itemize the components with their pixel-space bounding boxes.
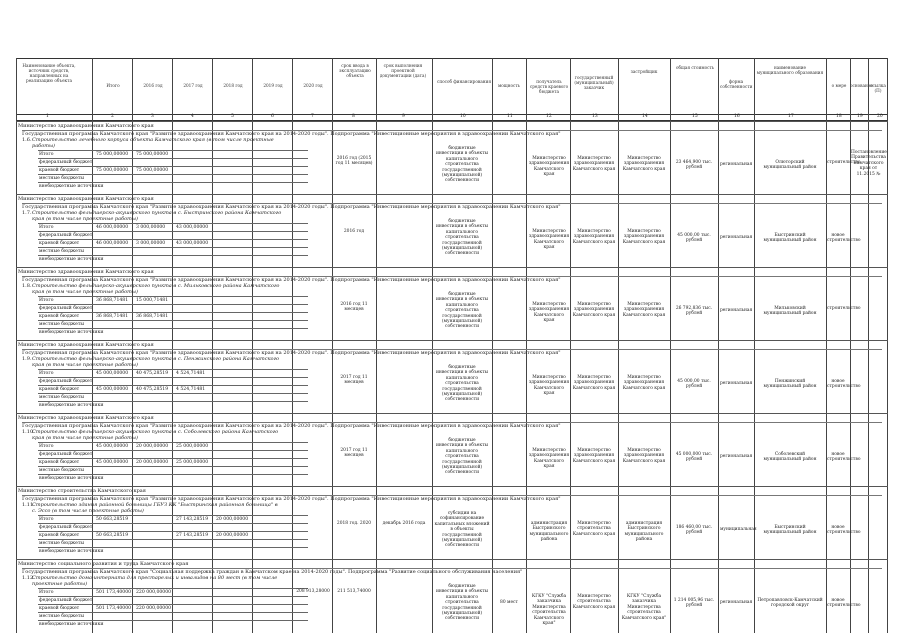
source-label: Итого: [39, 225, 54, 230]
amount-cell: 27 143,28519: [176, 533, 209, 538]
source-label: внебюджетные источники: [39, 622, 104, 627]
section-block: [16, 413, 888, 487]
amount-cell: 220 000,00000: [136, 606, 172, 611]
deadline-text: 2016 год (2015 год 11 месяцев): [335, 156, 373, 167]
customer-text: Министерство здравоохранения Камчатского края: [572, 448, 616, 464]
ministry-title: Министерство здравоохранения Камчатского края: [18, 342, 154, 348]
item-name: Строительство фельдшерско-акушерского пункта в с. Пенжинского района Камчатского края (в том числе проектные работы): [32, 356, 280, 368]
amount-cell: 501 173,40000: [96, 590, 132, 595]
builder-text: Министерство здравоохранения Камчатского края: [622, 156, 666, 172]
item-name: Строительство фельдшерско-акушерского пункта в с. Быстринского района Камчатского края (в том числе проектные работы): [32, 210, 282, 222]
source-label: местные бюджеты: [39, 322, 85, 327]
source-label: федеральный бюджет: [39, 233, 93, 238]
measure-text: новое строительство: [827, 233, 861, 244]
amount-cell: 3 000,00000: [136, 225, 166, 230]
source-label: внебюджетные источники: [39, 330, 104, 335]
column-number: 4: [191, 114, 194, 119]
amount-cell: 46 000,00000: [96, 225, 129, 230]
form-text: региональная: [720, 162, 753, 167]
table-row: [38, 547, 308, 556]
source-label: краевой бюджет: [39, 241, 80, 246]
builder-text: Министерство здравоохранения Камчатского края: [622, 229, 666, 245]
form-text: муниципальная: [720, 527, 757, 532]
amount-cell: 75 000,00000: [96, 152, 129, 157]
customer-text: Министерство здравоохранения Камчатского края: [572, 302, 616, 318]
table-row: [38, 401, 308, 410]
source-label: внебюджетные источники: [39, 184, 104, 189]
measure-text: новое строительство: [827, 598, 861, 609]
table-row: [38, 328, 308, 337]
item-index: 1.11.: [22, 502, 35, 508]
municipality-text: Петропавловск-Камчатский городской округ: [757, 598, 823, 609]
amount-cell: 36 868,71481: [136, 314, 169, 319]
item-index: 1.10.: [22, 429, 35, 435]
measure-text: новое строительство: [827, 452, 861, 463]
finance-text: бюджетные инвестиции в объекты капитального строительства государственной (муниципальной) собственности: [435, 292, 489, 330]
column-number: 15: [692, 114, 698, 119]
finance-text: бюджетные инвестиции в объекты капитального строительства государственной (муниципальной) собственности: [435, 438, 489, 476]
amount-cell: 20 000,00000: [136, 460, 169, 465]
source-label: федеральный бюджет: [39, 525, 93, 530]
recipient-text: Министерство здравоохранения Камчатского края: [528, 156, 570, 178]
ministry-title: Министерство здравоохранения Камчатского края: [18, 269, 154, 275]
source-label: местные бюджеты: [39, 541, 85, 546]
amount-cell: 501 173,40000: [96, 606, 132, 611]
amount-cell: 40 475,28519: [136, 387, 169, 392]
source-label: федеральный бюджет: [39, 379, 93, 384]
deadline-text: 2017 год 11 месяцев: [340, 448, 368, 459]
column-number: 5: [231, 114, 234, 119]
basis-text: Постановление Правительства Камчатского края от 11.2015 №: [851, 150, 887, 177]
amount-cell: 45 000,00000: [96, 444, 129, 449]
source-label: местные бюджеты: [39, 468, 85, 473]
source-label: федеральный бюджет: [39, 452, 93, 457]
section-block: [16, 559, 888, 633]
item-index: 1.6.: [22, 137, 32, 143]
header-2020: 2020 год: [303, 83, 323, 88]
customer-text: Министерство здравоохранения Камчатского края: [572, 375, 616, 391]
amount-cell: 46 000,00000: [96, 241, 129, 246]
ministry-title: Министерство здравоохранения Камчатского края: [18, 415, 154, 421]
column-number: 19: [857, 114, 863, 119]
deadline-text: 2017 год 11 месяцев: [340, 375, 368, 386]
program-title: Государственная программа Камчатского края "Развитие здравоохранения Камчатского края на 2014-2020 годы". Подпрограмма "Инвестиционные мероприятия в здравоохранении Камчатского края": [22, 130, 882, 137]
finance-text: бюджетные инвестиции в объекты капитального строительства государственной (муниципальной) собственности: [435, 584, 489, 622]
builder-text: администрация Быстринского муниципального района: [624, 521, 664, 543]
column-number: 11: [507, 114, 513, 119]
column-numbers-row: [16, 113, 888, 121]
finance-text: бюджетные инвестиции в объекты капитального строительства государственной (муниципальной) собственности: [435, 219, 489, 257]
builder-text: Министерство здравоохранения Камчатского края: [622, 375, 666, 391]
column-number: 6: [271, 114, 274, 119]
amount-cell: 36 868,71481: [96, 298, 129, 303]
measure-text: новое строительство: [827, 379, 861, 390]
amount-cell: 75 000,00000: [136, 152, 169, 157]
customer-text: Министерство здравоохранения Камчатского края: [572, 229, 616, 245]
amount-cell: 45 000,00000: [96, 460, 129, 465]
item-index: 1.8.: [22, 283, 32, 289]
header-deadline: срок ввода в эксплуатацию объекта: [339, 63, 371, 78]
amount-cell: 43 000,00000: [176, 225, 209, 230]
header-mo: наименование муниципального образования: [756, 65, 824, 75]
header-measure: о мере: [831, 83, 847, 88]
table-row: [38, 474, 308, 483]
builder-text: Министерство здравоохранения Камчатского края: [622, 448, 666, 464]
amount-cell: 4 524,71481: [176, 371, 206, 376]
table-row: [38, 182, 308, 191]
source-label: краевой бюджет: [39, 168, 80, 173]
column-number: 18: [836, 114, 842, 119]
column-number: 20: [877, 114, 883, 119]
amount-cell: 20 000,00000: [216, 533, 249, 538]
source-label: краевой бюджет: [39, 460, 80, 465]
header-ref: ссылка (П): [870, 83, 886, 93]
municipality-text: Соболевский муниципальный район: [763, 452, 817, 463]
recipient-text: администрация Быстринского муниципального района: [529, 521, 569, 543]
cost-text: 1 214 005,96 тыс. рублей: [673, 598, 715, 609]
deadline-text: 2016 год 11 месяцев: [340, 302, 368, 313]
header-cost: общая стоимость: [675, 65, 715, 70]
recipient-text: Министерство здравоохранения Камчатского края: [528, 302, 570, 324]
customer-text: Министерство здравоохранения Камчатского края: [572, 156, 616, 172]
source-label: Итого: [39, 298, 54, 303]
table-row: [38, 255, 308, 264]
header-basis: основание: [850, 83, 874, 88]
amount-cell: 75 000,00000: [96, 168, 129, 173]
table-header: [16, 58, 888, 115]
source-label: местные бюджеты: [39, 249, 85, 254]
header-finance: способ финансирования: [437, 79, 491, 84]
header-form: форма собственности: [720, 79, 753, 89]
column-number: 3: [151, 114, 154, 119]
source-label: местные бюджеты: [39, 395, 85, 400]
source-label: краевой бюджет: [39, 533, 80, 538]
capacity-text: 80 мест: [500, 600, 518, 605]
header-customer: государственный (муниципальный) заказчик: [574, 75, 614, 90]
amount-cell: 4 524,71481: [176, 387, 206, 392]
amount-cell: 25 000,00000: [176, 444, 209, 449]
column-number: 8: [352, 114, 355, 119]
source-label: местные бюджеты: [39, 176, 85, 181]
form-text: региональная: [720, 454, 753, 459]
municipality-text: Быстринский муниципальный район: [763, 233, 817, 244]
form-text: региональная: [720, 308, 753, 313]
item-name: Строительство здания районной больницы ГБУЗ КК "Быстринская районная больница" в с. Эссо (в том числе проектные работы): [32, 502, 278, 514]
measure-text: строительство: [827, 160, 861, 165]
item-name: Строительство фельдшерско-акушерского пункта в с. Мильковского района Камчатского края (в том числе проектные работы): [32, 283, 280, 295]
cost-text: 45 000,00 тыс. рублей: [677, 379, 711, 390]
section-block: [16, 486, 888, 560]
header-builder: застройщик: [630, 69, 658, 74]
deadline2-text: декабрь 2016 года: [382, 521, 426, 526]
program-title: Государственная программа Камчатского края "Развитие здравоохранения Камчатского края на 2014-2020 годы". Подпрограмма "Инвестиционные мероприятия в здравоохранении Камчатского края": [22, 495, 882, 502]
source-label: Итого: [39, 590, 54, 595]
deadline-text: 2016 год: [343, 229, 365, 234]
column-number: 14: [642, 114, 648, 119]
municipality-text: Мильковский муниципальный район: [763, 306, 817, 317]
ministry-title: Министерство здравоохранения Камчатского края: [18, 123, 154, 129]
source-label: краевой бюджет: [39, 606, 80, 611]
section-block: [16, 121, 888, 195]
ministry-title: Министерство строительства Камчатского края: [18, 488, 146, 494]
amount-2020: 211 513,74000: [337, 589, 371, 594]
column-number: 9: [402, 114, 405, 119]
column-number: 1: [46, 114, 49, 119]
source-label: внебюджетные источники: [39, 403, 104, 408]
amount-cell: 27 143,28519: [176, 517, 209, 522]
source-label: Итого: [39, 152, 54, 157]
finance-text: субсидии на софинансирование капитальных вложений в объекты государственной (муниципальной) собственности: [434, 511, 490, 549]
customer-text: Министерство строительства Камчатского края: [572, 594, 616, 610]
measure-text: строительство: [827, 306, 861, 311]
column-number: 13: [592, 114, 598, 119]
customer-text: Министерство строительства Камчатского края: [572, 521, 616, 537]
amount-cell: 15 000,71481: [136, 298, 169, 303]
amount-cell: 40 475,28519: [136, 371, 169, 376]
amount-cell: 20 000,00000: [216, 517, 249, 522]
cost-text: 45 000,00 тыс. рублей: [677, 233, 711, 244]
source-label: Итого: [39, 517, 54, 522]
source-label: внебюджетные источники: [39, 257, 104, 262]
cost-text: 23 464,900 тыс. рублей: [675, 160, 713, 171]
amount-cell: 25 000,00000: [176, 460, 209, 465]
builder-text: Министерство здравоохранения Камчатского края: [622, 302, 666, 318]
item-index: 1.12.: [22, 575, 35, 581]
form-text: региональная: [720, 235, 753, 240]
header-project-docs: срок выполнения проектной документации (дата): [379, 63, 427, 78]
amount-cell: 45 000,00000: [96, 371, 129, 376]
amount-cell: 20 000,00000: [136, 444, 169, 449]
municipality-text: Быстринский муниципальный район: [763, 525, 817, 536]
recipient-text: Министерство здравоохранения Камчатского края: [528, 229, 570, 251]
amount-cell: 36 868,71481: [96, 314, 129, 319]
source-label: федеральный бюджет: [39, 598, 93, 603]
item-name: Строительство фельдшерско-акушерского пункта в с. Соболевского района Камчатского края (в том числе проектные работы): [32, 429, 279, 441]
program-title: Государственная программа Камчатского края "Развитие здравоохранения Камчатского края на 2014-2020 годы". Подпрограмма "Инвестиционные мероприятия в здравоохранении Камчатского края": [22, 349, 882, 356]
amount-cell: 220 000,00000: [136, 590, 172, 595]
recipient-text: Министерство здравоохранения Камчатского края: [528, 375, 570, 397]
column-number: 2: [111, 114, 114, 119]
header-2019: 2019 год: [263, 83, 283, 88]
amount-cell: 45 000,00000: [96, 387, 129, 392]
builder-text: КГКУ "Служба заказчика Министерства строительства Камчатского края": [621, 594, 667, 621]
form-text: региональная: [720, 381, 753, 386]
source-label: краевой бюджет: [39, 314, 80, 319]
item-name: Строительство лечебного корпуса объекта Камчатского края (в том числе проектные работы): [32, 137, 274, 149]
cost-text: 26 792,836 тыс. рублей: [675, 306, 713, 317]
source-label: Итого: [39, 444, 54, 449]
header-name: Наименование объекта, источник средств, направленных на реализацию объекта: [22, 63, 76, 83]
municipality-text: Пенжинский муниципальный район: [763, 379, 817, 390]
amount-2019: 208 913,28000: [296, 589, 330, 594]
program-title: Государственная программа Камчатского края "Развитие здравоохранения Камчатского края на 2014-2020 годы". Подпрограмма "Инвестиционные мероприятия в здравоохранении Камчатского края": [22, 422, 882, 429]
table-row: [38, 620, 308, 629]
section-block: [16, 267, 888, 341]
amount-cell: 43 000,00000: [176, 241, 209, 246]
source-label: местные бюджеты: [39, 614, 85, 619]
column-number: 16: [734, 114, 740, 119]
column-number: 17: [788, 114, 794, 119]
header-2017: 2017 год: [183, 83, 203, 88]
header-2016: 2016 год: [143, 83, 163, 88]
source-label: внебюджетные источники: [39, 476, 104, 481]
finance-text: бюджетные инвестиции в объекты капитального строительства государственной (муниципальной) собственности: [435, 146, 489, 184]
program-title: Государственная программа Камчатского края "Развитие здравоохранения Камчатского края на 2014-2020 годы". Подпрограмма "Инвестиционные мероприятия в здравоохранении Камчатского края": [22, 276, 882, 283]
source-label: Итого: [39, 371, 54, 376]
source-label: федеральный бюджет: [39, 306, 93, 311]
section-block: [16, 340, 888, 414]
document-table: [16, 58, 888, 633]
source-label: федеральный бюджет: [39, 160, 93, 165]
amount-cell: 3 000,00000: [136, 241, 166, 246]
measure-text: новое строительство: [827, 525, 861, 536]
form-text: региональная: [720, 600, 753, 605]
header-2018: 2018 год: [223, 83, 243, 88]
recipient-text: КГКУ "Служба заказчика Министерства строительства Камчатского края": [531, 594, 567, 627]
item-index: 1.9.: [22, 356, 32, 362]
recipient-text: Министерство здравоохранения Камчатского края: [528, 448, 570, 470]
amount-cell: 50 663,28519: [96, 533, 129, 538]
amount-cell: 75 000,00000: [136, 168, 169, 173]
cost-text: 45 000,000 тыс. рублей: [675, 452, 713, 463]
ministry-title: Министерство социального развития и труда Камчатского края: [18, 561, 189, 567]
column-number: 7: [311, 114, 314, 119]
section-block: [16, 194, 888, 268]
item-index: 1.7.: [22, 210, 32, 216]
ministry-title: Министерство здравоохранения Камчатского края: [18, 196, 154, 202]
column-number: 10: [460, 114, 466, 119]
deadline-text: 2018 год. 2020: [336, 521, 372, 526]
header-capacity: мощность: [498, 83, 520, 88]
amount-cell: 50 663,28519: [96, 517, 129, 522]
source-label: внебюджетные источники: [39, 549, 104, 554]
header-total: Итого: [106, 83, 120, 88]
column-number: 12: [546, 114, 552, 119]
cost-text: 186 460,00 тыс. рублей: [675, 525, 713, 536]
source-label: краевой бюджет: [39, 387, 80, 392]
item-name: Строительство дома-интерната для престарелых и инвалидов на 80 мест (в том числе проектные работы): [32, 575, 278, 587]
program-title: Государственная программа Камчатского края "Социальная поддержка граждан в Камчатском крае на 2014-2020 годы". Подпрограмма "Развитие социального обслуживания населения": [22, 568, 882, 575]
municipality-text: Олюторский муниципальный район: [763, 160, 817, 171]
program-title: Государственная программа Камчатского края "Развитие здравоохранения Камчатского края на 2014-2020 годы". Подпрограмма "Инвестиционные мероприятия в здравоохранении Камчатского края": [22, 203, 882, 210]
finance-text: бюджетные инвестиции в объекты капитального строительства государственной (муниципальной) собственности: [435, 365, 489, 403]
header-recipient: получатель средств краевого бюджета: [529, 79, 569, 94]
